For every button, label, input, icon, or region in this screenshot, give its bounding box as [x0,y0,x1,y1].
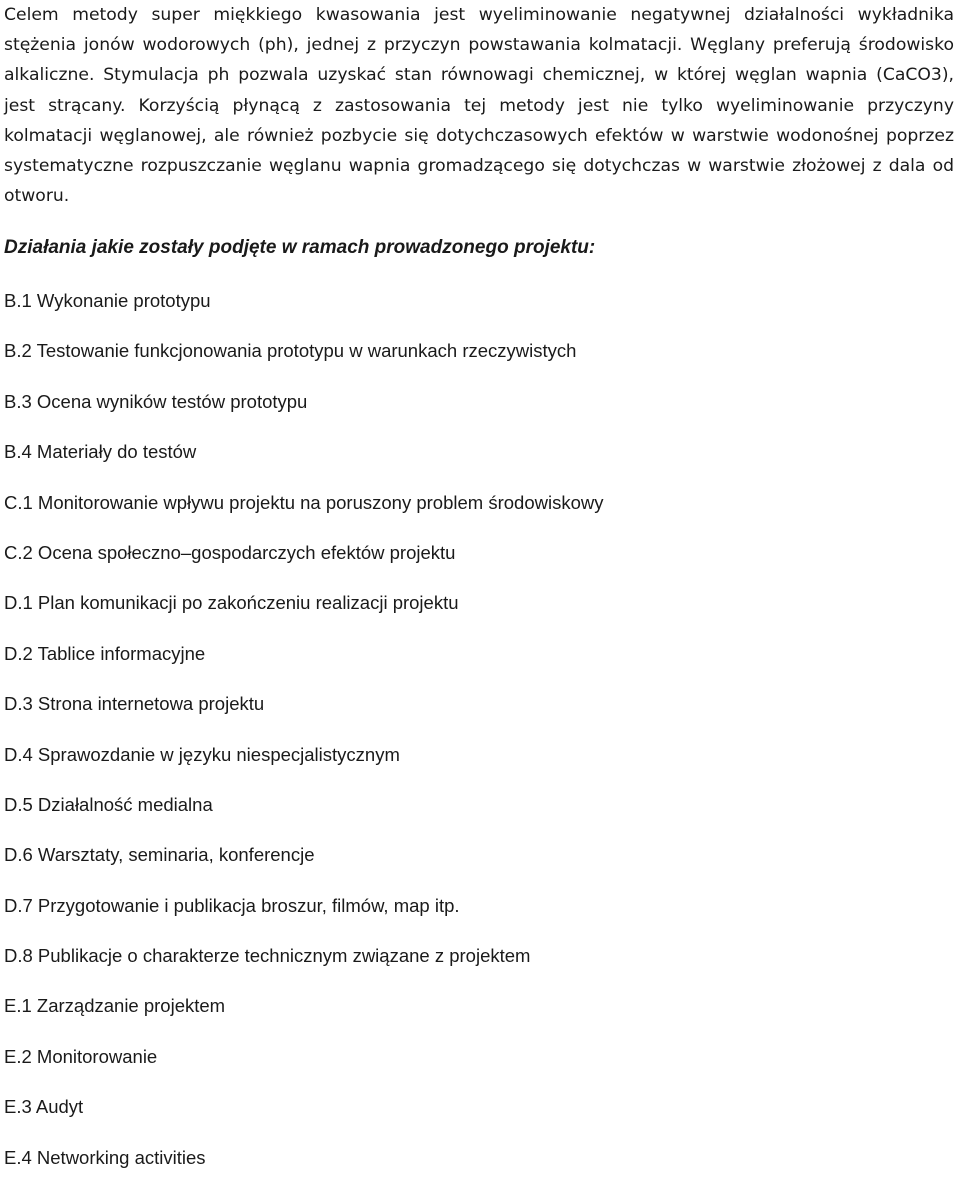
document-page [4,0,954,1168]
list-item: D.3 Strona internetowa projektu [4,693,265,715]
paragraph-line: kolmatacji węglanowej, ale również pozbycie się dotychczasowych efektów w warstwie wodonośnej poprzez [4,125,954,146]
list-item: E.1 Zarządzanie projektem [4,995,226,1017]
body-paragraph [4,0,954,211]
list-item: D.5 Działalność medialna [4,793,213,815]
list-item: D.2 Tablice informacyjne [4,642,206,664]
paragraph-line: systematyczne rozpuszczanie węglanu wapnia gromadzącego się dotychczas w warstwie złożowej z dala od [4,156,954,177]
list-item: C.2 Ocena społeczno–gospodarczych efektów projektu [4,541,456,563]
list-item: B.1 Wykonanie prototypu [4,290,211,311]
section-heading: Działania jakie zostały podjęte w ramach prowadzonego projektu: [4,237,596,258]
list-item: D.7 Przygotowanie i publikacja broszur, filmów, map itp. [4,894,460,916]
paragraph-line: alkaliczne. Stymulacja ph pozwala uzyskać stan równowagi chemicznej, w której węglan wapnia (CaCO3), [4,65,954,86]
list-item: D.8 Publikacje o charakterze technicznym związane z projektem [4,945,531,967]
list-item: B.3 Ocena wyników testów prototypu [4,390,308,412]
list-item: B.2 Testowanie funkcjonowania prototypu w warunkach rzeczywistych [4,340,577,362]
paragraph-line: otworu. [4,186,70,207]
list-item: D.4 Sprawozdanie w języku niespecjalistycznym [4,743,400,765]
paragraph-line: stężenia jonów wodorowych (ph), jednej z przyczyn powstawania kolmatacji. Węglany preferują środowisko [4,35,954,56]
paragraph-line: jest strącany. Korzyścią płynącą z zastosowania tej metody jest nie tylko wyeliminowanie przyczyny [4,95,954,116]
list-item: B.4 Materiały do testów [4,441,197,463]
list-item: E.2 Monitorowanie [4,1045,158,1067]
list-item: D.1 Plan komunikacji po zakończeniu realizacji projektu [4,592,459,614]
list-item: E.3 Audyt [4,1096,84,1118]
list-item: E.4 Networking activities [4,1146,206,1168]
list-item: D.6 Warsztaty, seminaria, konferencje [4,844,315,866]
activity-list [4,288,603,1195]
list-item: C.1 Monitorowanie wpływu projektu na poruszony problem środowiskowy [4,491,604,513]
paragraph-line: Celem metody super miękkiego kwasowania jest wyeliminowanie negatywnej działalności wykładnika [4,5,954,25]
